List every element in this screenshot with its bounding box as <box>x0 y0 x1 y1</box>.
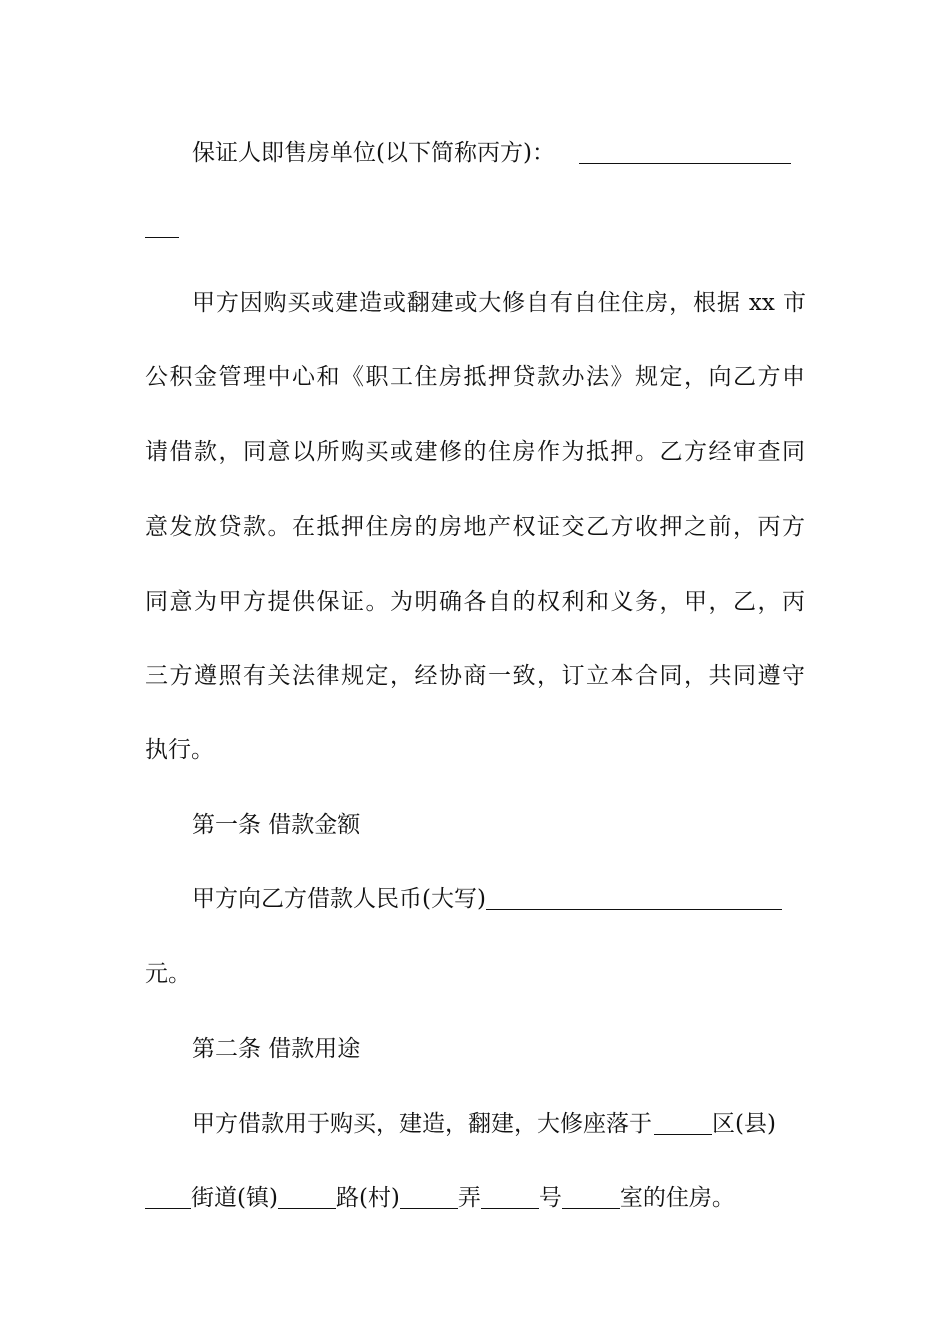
number-label: 号 <box>538 1185 562 1211</box>
street-blank[interactable] <box>145 1186 191 1209</box>
street-label: 街道(镇) <box>191 1185 278 1211</box>
article2-line-1 <box>192 1107 806 1141</box>
guarantor-label: 保证人即售房单位(以下简称丙方)： <box>192 140 555 166</box>
article1-continuation: 元。 <box>145 961 191 987</box>
road-blank[interactable] <box>278 1186 336 1209</box>
preamble-line-5: 同意为甲方提供保证。为明确各自的权利和义务，甲，乙，丙 <box>145 589 805 615</box>
district-label: 区(县) <box>712 1111 776 1137</box>
article1-line <box>192 882 806 916</box>
article2-text-start: 甲方借款用于购买，建造，翻建，大修座落于 <box>192 1111 652 1137</box>
lane-label: 弄 <box>457 1185 481 1211</box>
article2-line-2 <box>145 1181 805 1215</box>
preamble-line-4: 意发放贷款。在抵押住房的房地产权证交乙方收押之前，丙方 <box>145 514 805 540</box>
road-label: 路(村) <box>335 1185 400 1211</box>
preamble-line-6: 三方遵照有关法律规定，经协商一致，订立本合同，共同遵守 <box>145 663 805 689</box>
preamble-line-1: 甲方因购买或建造或翻建或大修自有自住住房，根据 xx 市 <box>192 290 806 316</box>
district-blank[interactable] <box>654 1112 712 1135</box>
preamble-line-2: 公积金管理中心和《职工住房抵押贷款办法》规定，向乙方申 <box>145 364 805 390</box>
article1-text: 甲方向乙方借款人民币(大写) <box>192 886 486 912</box>
article1-title: 第一条 借款金额 <box>192 812 361 838</box>
room-blank[interactable] <box>562 1186 620 1209</box>
preamble-line-3: 请借款，同意以所购买或建修的住房作为抵押。乙方经审查同 <box>145 439 805 465</box>
preamble-line-7: 执行。 <box>145 737 214 763</box>
lane-blank[interactable] <box>400 1186 458 1209</box>
guarantor-blank-continued[interactable] <box>145 215 179 238</box>
guarantor-line <box>192 136 806 170</box>
number-blank[interactable] <box>481 1186 539 1209</box>
room-label: 室的住房。 <box>619 1185 735 1211</box>
guarantor-blank[interactable] <box>579 141 791 164</box>
guarantor-line-continued <box>145 210 805 244</box>
article2-title: 第二条 借款用途 <box>192 1036 361 1062</box>
loan-amount-blank[interactable] <box>486 887 782 910</box>
